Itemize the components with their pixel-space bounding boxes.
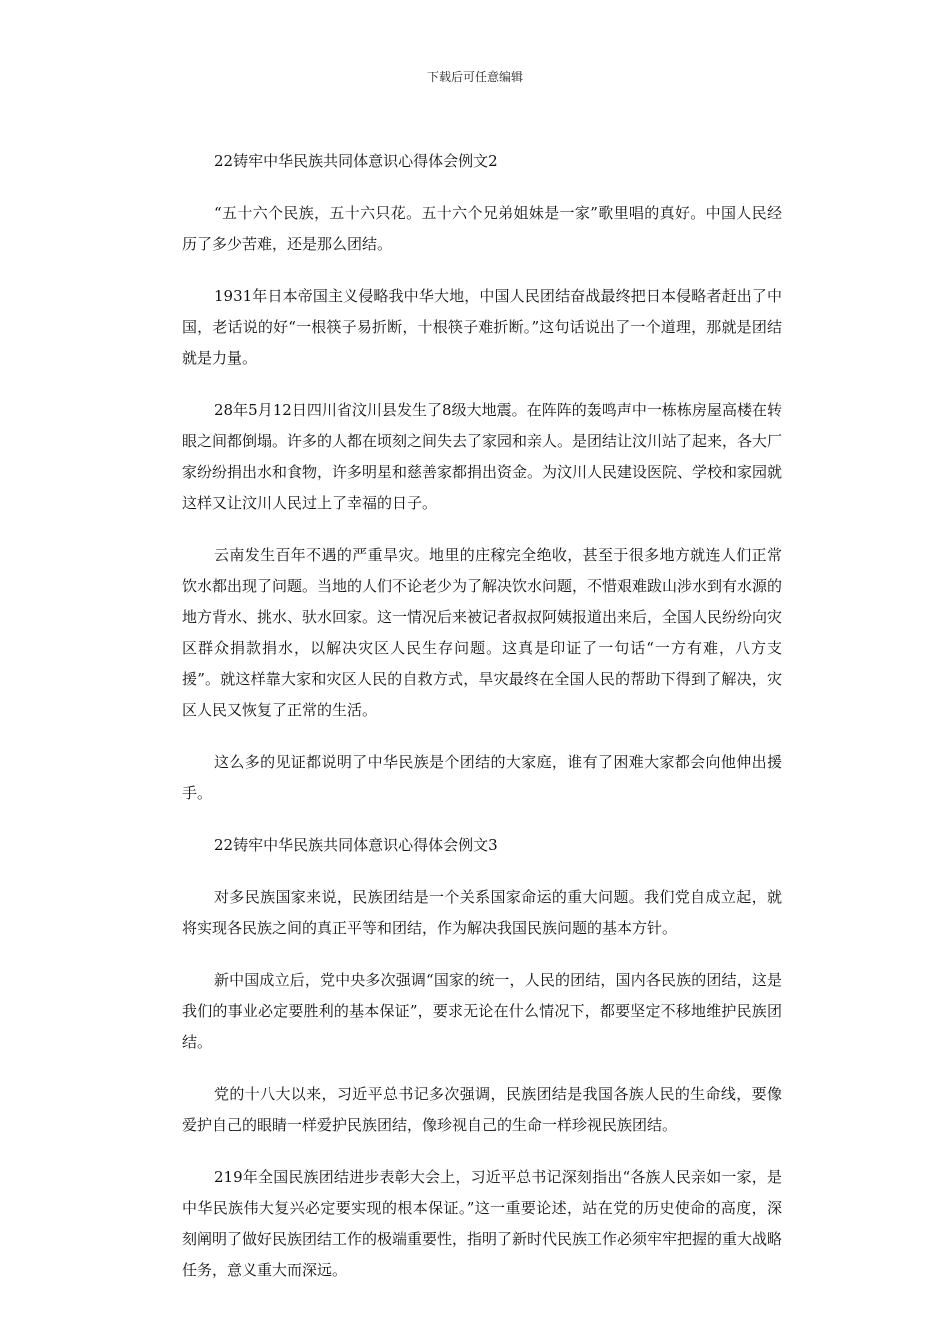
page-header: 下载后可任意编辑: [426, 70, 523, 84]
paragraph: “五十六个民族，五十六只花。五十六个兄弟姐妹是一家”歌里唱的真好。中国人民经历了多少苦难，还是那么团结。: [182, 204, 782, 253]
paragraph: 1931年日本帝国主义侵略我中华大地，中国人民团结奋战最终把日本侵略者赶出了中国，老话说的好“一根筷子易折断，十根筷子难折断。”这句话说出了一个道理，那就是团结就是力量。: [182, 287, 782, 367]
section-title-2: 22铸牢中华民族共同体意识心得体会例文2: [214, 152, 498, 170]
paragraph: 党的十八大以来，习近平总书记多次强调，民族团结是我国各族人民的生命线，要像爱护自己的眼睛一样爱护民族团结，像珍视自己的生命一样珍视民族团结。: [182, 1085, 782, 1134]
paragraph: 这么多的见证都说明了中华民族是个团结的大家庭，谁有了困难大家都会向他伸出援手。: [182, 753, 782, 802]
paragraph: 云南发生百年不遇的严重旱灾。地里的庄稼完全绝收，甚至于很多地方就连人们正常饮水都出现了问题。当地的人们不论老少为了解决饮水问题，不惜艰难跋山涉水到有水源的地方背水、挑水、驮水回家。这一情况后来被记者叔叔阿姨报道出来后，全国人民纷纷向灾区群众捐款捐水，以解决灾区人民生存问题。这真是印证了一句话“一方有难，八方支援”。就这样靠大家和灾区人民的自救方式，旱灾最终在全国人民的帮助下得到了解决，灾区人民又恢复了正常的生活。: [182, 546, 783, 719]
section-title-3: 22铸牢中华民族共同体意识心得体会例文3: [214, 836, 498, 854]
document-body: [182, 146, 782, 1307]
paragraph: 28年5月12日四川省汶川县发生了8级大地震。在阵阵的轰鸣声中一栋栋房屋高楼在转眼之间都倒塌。许多的人都在顷刻之间失去了家园和亲人。是团结让汶川站了起来，各大厂家纷纷捐出水和食物，许多明星和慈善家都捐出资金。为汶川人民建设医院、学校和家园就这样又让汶川人民过上了幸福的日子。: [182, 401, 783, 512]
paragraph: 对多民族国家来说，民族团结是一个关系国家命运的重大问题。我们党自成立起，就将实现各民族之间的真正平等和团结，作为解决我国民族问题的基本方针。: [182, 888, 782, 937]
paragraph: 219年全国民族团结进步表彰大会上，习近平总书记深刻指出“各族人民亲如一家，是中华民族伟大复兴必定要实现的根本保证。”这一重要论述，站在党的历史使命的高度，深刻阐明了做好民族团结工作的极端重要性，指明了新时代民族工作必须牢牢把握的重大战略任务，意义重大而深远。: [182, 1168, 783, 1279]
paragraph: 新中国成立后，党中央多次强调“国家的统一，人民的团结，国内各民族的团结，这是我们的事业必定要胜利的基本保证”，要求无论在什么情况下，都要坚定不移地维护民族团结。: [182, 971, 782, 1051]
